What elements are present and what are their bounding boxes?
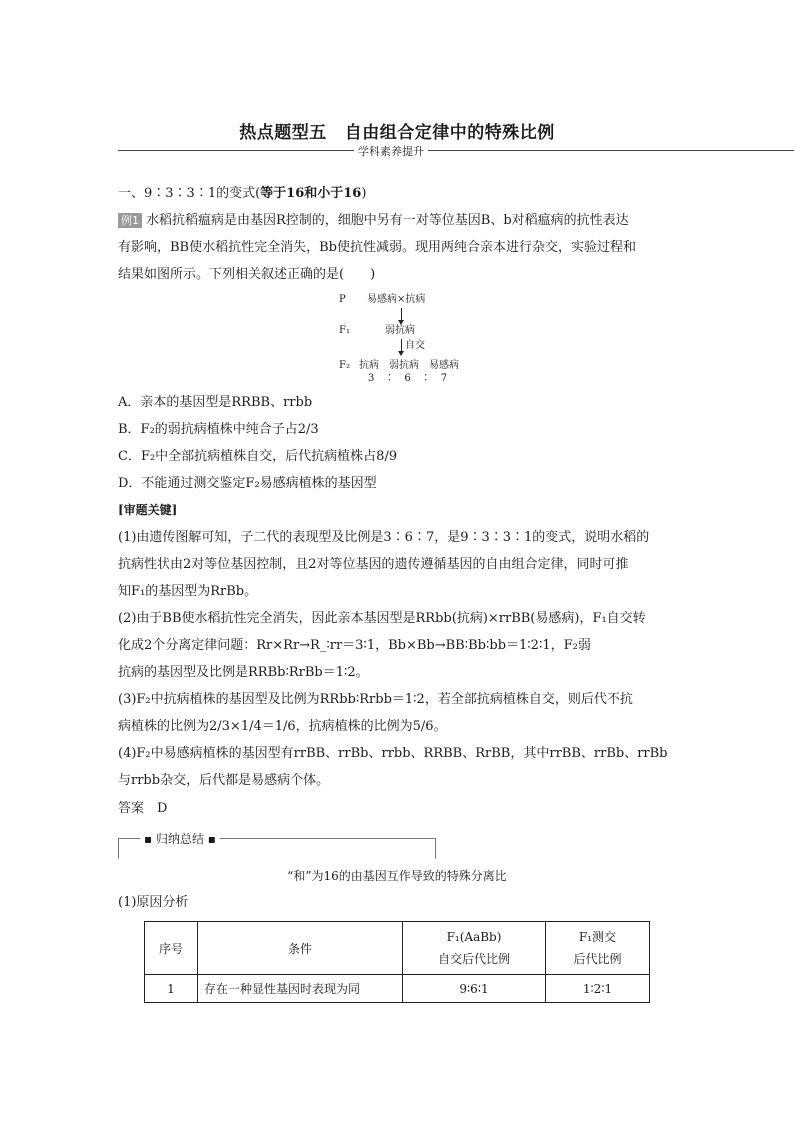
diagram-f2-ratio: 3 ∶ 6 ∶ 7 bbox=[368, 373, 448, 384]
table-row bbox=[145, 975, 650, 1003]
th-test-line1: F₁测交 bbox=[578, 930, 617, 944]
diagram-p-label: P bbox=[339, 294, 346, 305]
cell-self-ratio: 9∶6∶1 bbox=[403, 975, 546, 1003]
th-index: 序号 bbox=[145, 922, 198, 975]
option-b: B．F₂的弱抗病植株中纯合子占2/3 bbox=[118, 422, 319, 437]
arrow-f1-f2-head bbox=[398, 351, 404, 356]
example-line-1 bbox=[118, 212, 629, 230]
example-line-3: 结果如图所示。下列相关叙述正确的是( ) bbox=[118, 267, 376, 282]
option-d: D．不能通过测交鉴定F₂易感病植株的基因型 bbox=[118, 476, 377, 491]
diagram-f1-text: 弱抗病 bbox=[385, 325, 415, 336]
example-line-2: 有影响，BB使水稻抗性完全消失，Bb使抗性减弱。现用两纯合亲本进行杂交，实验过程和 bbox=[118, 240, 636, 255]
answer: 答案 D bbox=[118, 801, 168, 816]
cause-heading: (1)原因分析 bbox=[118, 895, 189, 910]
diagram-f2-label: F₂ bbox=[339, 360, 350, 371]
analysis-p2-l1: (2)由于BB使水稻抗性完全消失，因此亲本基因型是RRbb(抗病)×rrBB(易感病)，F₁自交转 bbox=[118, 611, 646, 626]
section-heading-text-a: 一、9∶3∶3∶1的变式( bbox=[118, 186, 261, 201]
table-header-row bbox=[145, 922, 650, 975]
th-test bbox=[546, 922, 650, 975]
summary-caption: “和”为16的由基因互作导致的特殊分离比 bbox=[287, 869, 507, 883]
option-c: C．F₂中全部抗病植株自交，后代抗病植株占8/9 bbox=[118, 449, 398, 464]
diagram-p-text: 易感病×抗病 bbox=[367, 294, 426, 305]
analysis-p1-l2: 抗病性状由2对等位基因控制，且2对等位基因的遗传遵循基因的自由组合定律，同时可推 bbox=[118, 557, 629, 572]
analysis-heading: [审题关键] bbox=[118, 503, 178, 517]
th-self-line1: F₁(AaBb) bbox=[446, 930, 502, 944]
analysis-p2-l3: 抗病的基因型及比例是RRBb∶RrBb＝1∶2。 bbox=[118, 665, 369, 680]
th-self-line2: 自交后代比例 bbox=[437, 952, 510, 966]
th-test-line2: 后代比例 bbox=[573, 952, 622, 966]
summary-bullet-icon-right: ▪ bbox=[203, 832, 216, 846]
diagram-f2-text: 抗病 弱抗病 易感病 bbox=[359, 360, 459, 371]
option-a: A．亲本的基因型是RRBB、rrbb bbox=[118, 395, 313, 410]
title-part-a: 热点题型五 bbox=[239, 123, 327, 143]
analysis-p3-l2: 病植株的比例为2/3×1/4＝1/6，抗病植株的比例为5/6。 bbox=[118, 719, 447, 734]
summary-label bbox=[140, 830, 220, 847]
cell-test-ratio: 1∶2∶1 bbox=[546, 975, 650, 1003]
section-heading-text-c: ) bbox=[361, 186, 367, 201]
page-title bbox=[0, 118, 794, 143]
th-condition: 条件 bbox=[198, 922, 403, 975]
diagram-f1-label: F₁ bbox=[339, 325, 350, 336]
diagram-selfing: 自交 bbox=[405, 340, 425, 351]
analysis-p1-l1: (1)由遗传图解可知，子二代的表现型及比例是3∶6∶7，是9∶3∶3∶1的变式，说明水稻的 bbox=[118, 530, 650, 545]
section-heading-text-b: 等于16和小于16 bbox=[260, 186, 362, 201]
analysis-p2-l2: 化成2个分离定律问题：Rr×Rr→R_∶rr＝3∶1，Bb×Bb→BB∶Bb∶bb＝1∶2∶1，F₂弱 bbox=[118, 638, 591, 653]
example-text-1: 水稻抗稻瘟病是由基因R控制的，细胞中另有一对等位基因B、b对稻瘟病的抗性表达 bbox=[146, 213, 629, 228]
subtitle: 学科素养提升 bbox=[354, 143, 428, 159]
cell-index: 1 bbox=[145, 975, 198, 1003]
section-heading bbox=[118, 185, 366, 203]
analysis-p1-l3: 知F₁的基因型为RrBb。 bbox=[118, 584, 258, 599]
example-tag: 例1 bbox=[118, 213, 142, 228]
title-part-b: 自由组合定律中的特殊比例 bbox=[344, 123, 555, 143]
th-self bbox=[403, 922, 546, 975]
summary-bullet-icon: ▪ bbox=[144, 832, 156, 846]
cell-condition: 存在一种显性基因时表现为同 bbox=[198, 975, 403, 1003]
analysis-p4-l1: (4)F₂中易感病植株的基因型有rrBB、rrBb、rrbb、RRBB、RrBB，其中rrBB、rrBb、rrBb bbox=[118, 746, 668, 761]
analysis-p4-l2: 与rrbb杂交，后代都是易感病个体。 bbox=[118, 773, 330, 788]
ratio-table bbox=[144, 921, 650, 1003]
analysis-p3-l1: (3)F₂中抗病植株的基因型及比例为RRbb∶Rrbb＝1∶2，若全部抗病植株自交，则后代不抗 bbox=[118, 692, 633, 707]
summary-label-text: 归纳总结 bbox=[155, 832, 204, 846]
